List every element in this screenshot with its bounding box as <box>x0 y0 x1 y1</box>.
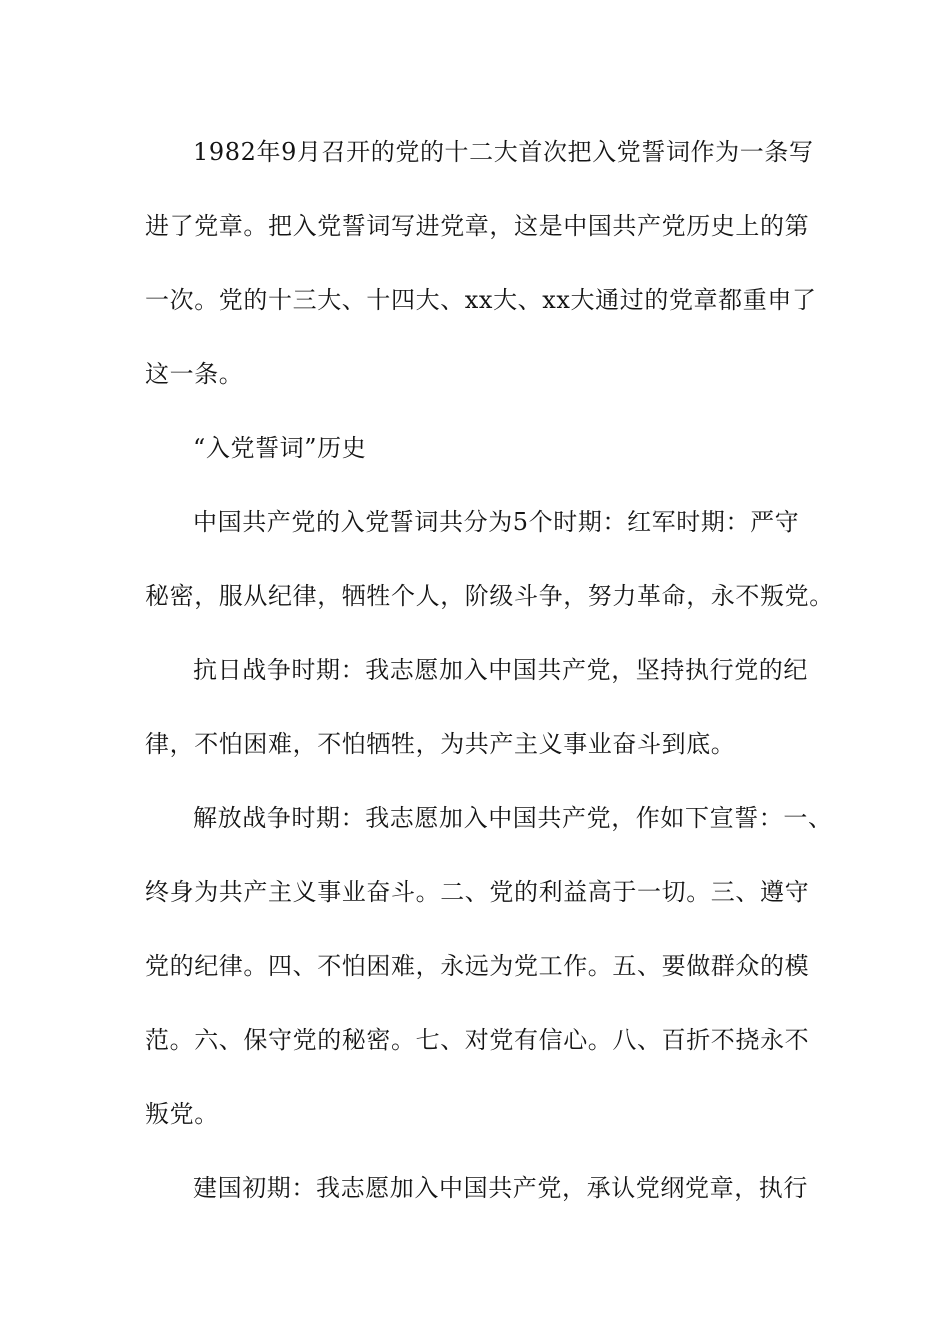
paragraph-line: 抗日战争时期：我志愿加入中国共产党，坚持执行党的纪 <box>193 656 808 684</box>
paragraph-line: 叛党。 <box>145 1100 219 1128</box>
paragraph-line: 终身为共产主义事业奋斗。二、党的利益高于一切。三、遵守 <box>145 878 810 906</box>
paragraph-line: 律，不怕困难，不怕牺牲，为共产主义事业奋斗到底。 <box>145 730 736 758</box>
paragraph-line: 进了党章。把入党誓词写进党章，这是中国共产党历史上的第 <box>145 212 810 240</box>
paragraph-line: 范。六、保守党的秘密。七、对党有信心。八、百折不挠永不 <box>145 1026 810 1054</box>
paragraph-line: 建国初期：我志愿加入中国共产党，承认党纲党章，执行 <box>193 1174 808 1202</box>
paragraph-line: 解放战争时期：我志愿加入中国共产党，作如下宣誓：一、 <box>193 804 833 832</box>
paragraph-line: 1982年9月召开的党的十二大首次把入党誓词作为一条写 <box>193 138 814 166</box>
section-heading: “入党誓词”历史 <box>193 434 367 462</box>
paragraph-line: 党的纪律。四、不怕困难，永远为党工作。五、要做群众的模 <box>145 952 810 980</box>
paragraph-line: 一次。党的十三大、十四大、xx大、xx大通过的党章都重申了 <box>145 286 817 314</box>
paragraph-line: 中国共产党的入党誓词共分为5个时期：红军时期：严守 <box>193 508 800 536</box>
paragraph-line: 秘密，服从纪律，牺牲个人，阶级斗争，努力革命，永不叛党。 <box>145 582 834 610</box>
paragraph-line: 这一条。 <box>145 360 244 388</box>
